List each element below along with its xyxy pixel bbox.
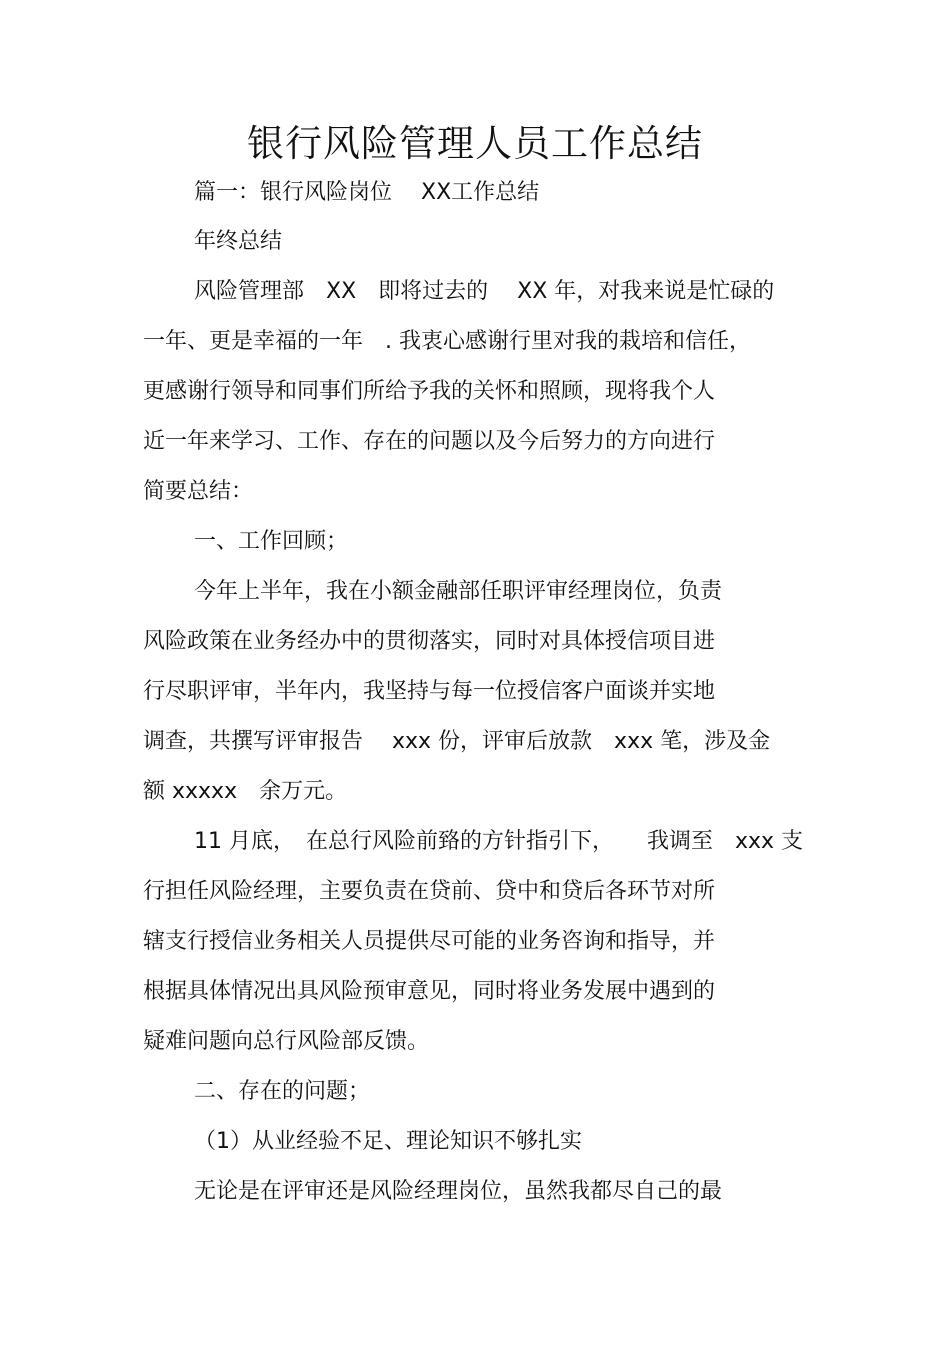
paragraph-line: 疑难问题向总行风险部反馈。	[143, 1029, 430, 1054]
paragraph-line: 行担任风险经理，主要负责在贷前、贷中和贷后各环节对所	[143, 879, 716, 904]
paragraph-line: 一年、更是幸福的一年 . 我衷心感谢行里对我的栽培和信任，	[143, 329, 751, 354]
paragraph-line: 今年上半年，我在小额金融部任职评审经理岗位，负责	[194, 579, 723, 604]
paragraph-line: 近一年来学习、工作、存在的问题以及今后努力的方向进行	[143, 429, 716, 454]
paragraph-line: 风险政策在业务经办中的贯彻落实，同时对具体授信项目进	[143, 629, 716, 654]
paragraph-line: 调查，共撰写评审报告 xxx 份，评审后放款 xxx 笔，涉及金	[143, 729, 771, 754]
subtitle-line: 篇一：银行风险岗位 XX工作总结	[194, 180, 540, 205]
section-heading: 二、存在的问题；	[194, 1079, 371, 1104]
sub-heading: （1）从业经验不足、理论知识不够扎实	[194, 1129, 582, 1154]
document-title: 银行风险管理人员工作总结	[247, 122, 703, 165]
paragraph-line: 风险管理部 XX 即将过去的 XX 年，对我来说是忙碌的	[194, 279, 775, 304]
heading-line: 年终总结	[194, 229, 283, 254]
paragraph-line: 简要总结：	[143, 479, 254, 504]
paragraph-line: 更感谢行领导和同事们所给予我的关怀和照顾，现将我个人	[143, 379, 716, 404]
section-heading: 一、工作回顾；	[194, 529, 349, 554]
paragraph-line: 额 xxxxx 余万元。	[143, 779, 348, 804]
paragraph-line: 无论是在评审还是风险经理岗位，虽然我都尽自己的最	[194, 1179, 723, 1204]
paragraph-line: 行尽职评审，半年内，我坚持与每一位授信客户面谈并实地	[143, 679, 716, 704]
paragraph-line: 11 月底， 在总行风险前臵的方针指引下， 我调至 xxx 支	[194, 829, 804, 854]
paragraph-line: 辖支行授信业务相关人员提供尽可能的业务咨询和指导，并	[143, 929, 716, 954]
paragraph-line: 根据具体情况出具风险预审意见，同时将业务发展中遇到的	[143, 979, 716, 1004]
